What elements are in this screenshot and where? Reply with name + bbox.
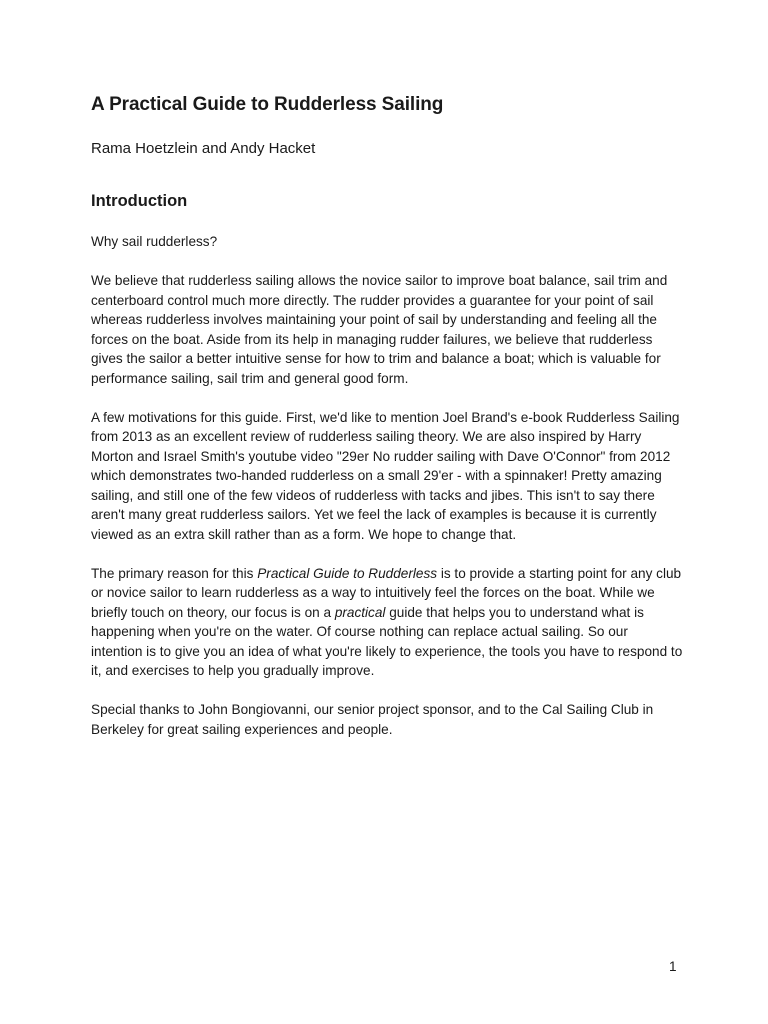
- paragraph-3-text-2: is to provide a starting point for any club or novice sailor to learn rudderless as a way to intuitively feel the forces on the boat. While we briefly touch on theory, our focus is on a: [91, 565, 682, 620]
- paragraph-3-italic-practical: practical: [334, 604, 386, 620]
- paragraph-3-text-3: guide that helps you to understand what is happening when you're on the water. Of course nothing can replace actual sailing. So our intention is to give you an idea of what you're likely to experience, the tools you have to respond to it, and exercises to help you gradually improve.: [91, 604, 683, 678]
- document-title: A Practical Guide to Rudderless Sailing: [91, 94, 444, 115]
- paragraph-3-text-1: The primary reason for this: [91, 565, 258, 581]
- paragraph-4: Special thanks to John Bongiovanni, our senior project sponsor, and to the Cal Sailing Club in Berkeley for great sailing experiences and people.: [91, 702, 654, 737]
- page-content: [91, 92, 683, 739]
- intro-question: Why sail rudderless?: [91, 234, 218, 249]
- section-heading: Introduction: [91, 192, 188, 210]
- paragraph-3-italic-title: Practical Guide to Rudderless: [257, 565, 438, 581]
- paragraph-3: [91, 564, 683, 681]
- paragraph-1: We believe that rudderless sailing allows the novice sailor to improve boat balance, sail trim and centerboard control much more directly. The rudder provides a guarantee for your point of sail whereas rudderless involves maintaining your point of sail by understanding and feeling all the forces on the boat. Aside from its help in managing rudder failures, we believe that rudderless gives the sailor a better intuitive sense for how to trim and balance a boat; which is valuable for performance sailing, sail trim and general good form.: [91, 273, 668, 386]
- author-line: Rama Hoetzlein and Andy Hacket: [91, 140, 316, 157]
- page-number: 1: [669, 959, 677, 974]
- paragraph-2: A few motivations for this guide. First, we'd like to mention Joel Brand's e-book Rudderless Sailing from 2013 as an excellent review of rudderless sailing theory. We are also inspired by Harry Morton and Israel Smith's youtube video "29er No rudder sailing with Dave O'Connor" from 2012 which demonstrates two-handed rudderless on a small 29'er - with a spinnaker! Pretty amazing sailing, and still one of the few videos of rudderless with tacks and jibes. This isn't to say there aren't many great rudderless sailors. Yet we feel the lack of examples is because it is currently viewed as an extra skill rather than as a form. We hope to change that.: [91, 409, 680, 542]
